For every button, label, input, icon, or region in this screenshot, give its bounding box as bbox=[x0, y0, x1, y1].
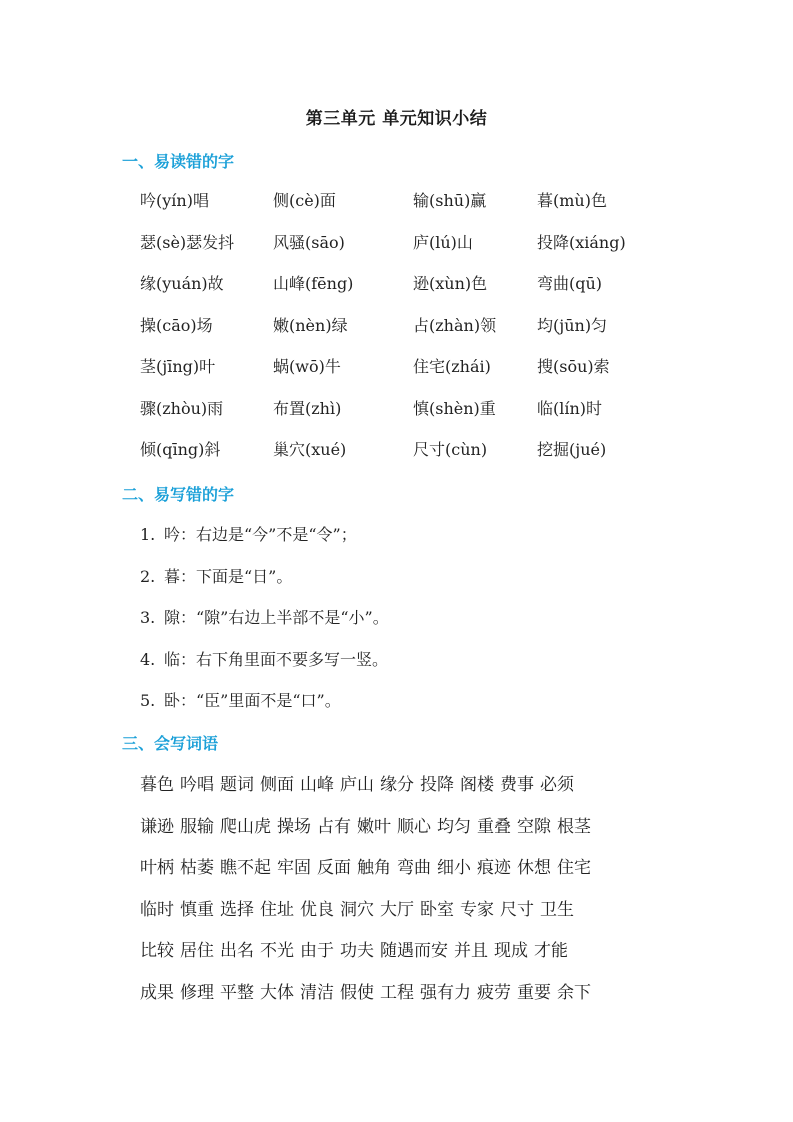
vocab-word: 必须 bbox=[540, 775, 574, 795]
grid-cell: 挖掘(jué) bbox=[537, 440, 607, 459]
section-heading-easy-miswrite: 二、易写错的字 bbox=[122, 485, 235, 504]
vocab-word: 余下 bbox=[557, 982, 591, 1003]
writing-note bbox=[140, 688, 389, 730]
vocab-word: 卫生 bbox=[540, 899, 574, 920]
vocab-word: 庐山 bbox=[340, 775, 374, 795]
note-number: 3. bbox=[140, 608, 156, 627]
vocab-word: 爬山虎 bbox=[220, 816, 271, 837]
vocab-word: 嫩叶 bbox=[357, 816, 391, 837]
vocab-line bbox=[140, 895, 680, 937]
vocab-word: 缘分 bbox=[380, 775, 414, 795]
grid-cell: 弯曲(qū) bbox=[537, 274, 603, 293]
vocab-word: 成果 bbox=[140, 982, 174, 1003]
vocab-word: 不光 bbox=[260, 941, 294, 961]
vocab-word: 操场 bbox=[277, 816, 311, 837]
vocab-word: 比较 bbox=[140, 941, 174, 961]
vocab-word: 叶柄 bbox=[140, 858, 174, 878]
vocab-word: 投降 bbox=[420, 775, 454, 795]
vocab-word: 细小 bbox=[437, 858, 471, 878]
vocab-line bbox=[140, 770, 680, 812]
vocab-word: 专家 bbox=[460, 899, 494, 920]
writing-notes bbox=[140, 522, 389, 730]
grid-cell: 侧(cè)面 bbox=[273, 191, 336, 210]
vocab-word: 工程 bbox=[380, 982, 414, 1003]
section-heading-easy-misread: 一、易读错的字 bbox=[122, 152, 235, 171]
grid-cell: 暮(mù)色 bbox=[537, 191, 607, 210]
vocabulary-list bbox=[140, 770, 680, 1019]
vocab-line bbox=[140, 812, 680, 854]
grid-cell: 巢穴(xué) bbox=[273, 440, 347, 459]
grid-cell: 蜗(wō)牛 bbox=[273, 357, 341, 376]
vocab-word: 侧面 bbox=[260, 775, 294, 795]
vocab-word: 卧室 bbox=[420, 899, 454, 920]
vocab-word: 重要 bbox=[517, 982, 551, 1003]
vocab-word: 根茎 bbox=[557, 816, 591, 837]
vocab-word: 才能 bbox=[534, 941, 568, 961]
vocab-word: 谦逊 bbox=[140, 816, 174, 837]
note-number: 1. bbox=[140, 525, 156, 544]
vocab-word: 疲劳 bbox=[477, 982, 511, 1003]
vocab-word: 由于 bbox=[300, 941, 334, 961]
note-text: 卧：“臣”里面不是“口”。 bbox=[164, 691, 341, 710]
writing-note bbox=[140, 564, 389, 606]
vocab-word: 费事 bbox=[500, 775, 534, 795]
vocab-line bbox=[140, 936, 680, 978]
vocab-word: 洞穴 bbox=[340, 899, 374, 920]
vocab-word: 反面 bbox=[317, 858, 351, 878]
writing-note bbox=[140, 522, 389, 564]
vocab-word: 功夫 bbox=[340, 941, 374, 961]
vocab-word: 均匀 bbox=[437, 816, 471, 837]
grid-cell: 嫩(nèn)绿 bbox=[273, 315, 348, 335]
grid-cell: 风骚(sāo) bbox=[273, 232, 345, 252]
note-number: 5. bbox=[140, 691, 156, 710]
vocab-word: 平整 bbox=[220, 982, 254, 1003]
grid-cell: 尺寸(cùn) bbox=[413, 440, 488, 459]
grid-cell: 布置(zhì) bbox=[273, 398, 342, 418]
note-number: 4. bbox=[140, 649, 156, 669]
vocab-word: 住址 bbox=[260, 899, 294, 920]
vocab-word: 修理 bbox=[180, 982, 214, 1003]
vocab-word: 清洁 bbox=[300, 982, 334, 1003]
grid-cell: 庐(lú)山 bbox=[413, 232, 473, 252]
grid-cell: 输(shū)赢 bbox=[413, 191, 487, 210]
vocab-word: 吟唱 bbox=[180, 775, 214, 795]
vocab-word: 临时 bbox=[140, 899, 174, 920]
vocab-word: 枯萎 bbox=[180, 858, 214, 878]
vocab-word: 空隙 bbox=[517, 816, 551, 837]
section-heading-vocabulary: 三、会写词语 bbox=[122, 734, 219, 753]
page-title: 第三单元 单元知识小结 bbox=[305, 109, 488, 129]
grid-cell: 逊(xùn)色 bbox=[413, 274, 488, 293]
vocab-word: 触角 bbox=[357, 858, 391, 878]
vocab-word: 痕迹 bbox=[477, 858, 511, 878]
writing-note bbox=[140, 647, 389, 689]
grid-cell: 骤(zhòu)雨 bbox=[140, 398, 224, 418]
grid-cell: 操(cāo)场 bbox=[140, 315, 213, 335]
vocab-word: 弯曲 bbox=[397, 858, 431, 878]
grid-cell: 慎(shèn)重 bbox=[413, 398, 496, 418]
vocab-word: 大体 bbox=[260, 982, 294, 1003]
vocab-word: 顺心 bbox=[397, 816, 431, 837]
writing-note bbox=[140, 605, 389, 647]
vocab-word: 假使 bbox=[340, 982, 374, 1003]
vocab-word: 优良 bbox=[300, 899, 334, 920]
grid-cell: 占(zhàn)领 bbox=[413, 315, 497, 335]
vocab-line bbox=[140, 978, 680, 1020]
vocab-word: 住宅 bbox=[557, 858, 591, 878]
grid-cell: 茎(jīng)叶 bbox=[140, 357, 216, 376]
vocab-word: 重叠 bbox=[477, 816, 511, 837]
grid-cell: 倾(qīng)斜 bbox=[140, 440, 221, 459]
grid-cell: 吟(yín)唱 bbox=[140, 191, 209, 210]
vocab-word: 山峰 bbox=[300, 775, 334, 795]
vocab-word: 阁楼 bbox=[460, 775, 494, 795]
grid-cell: 瑟(sè)瑟发抖 bbox=[140, 232, 235, 252]
grid-cell: 搜(sōu)索 bbox=[537, 357, 610, 376]
vocab-word: 选择 bbox=[220, 899, 254, 920]
vocab-word: 暮色 bbox=[140, 775, 174, 795]
vocab-word: 服输 bbox=[180, 816, 214, 837]
vocab-word: 题词 bbox=[220, 775, 254, 795]
note-text: 隙：“隙”右边上半部不是“小”。 bbox=[164, 608, 389, 627]
vocab-word: 慎重 bbox=[180, 899, 214, 920]
vocab-word: 大厅 bbox=[380, 899, 414, 920]
vocab-word: 居住 bbox=[180, 941, 214, 961]
grid-cell: 临(lín)时 bbox=[537, 398, 603, 418]
grid-cell: 山峰(fēng) bbox=[273, 274, 354, 293]
note-text: 暮：下面是“日”。 bbox=[164, 566, 293, 586]
vocab-word: 占有 bbox=[317, 816, 351, 837]
grid-cell: 均(jūn)匀 bbox=[537, 315, 608, 335]
vocab-word: 现成 bbox=[494, 941, 528, 961]
grid-cell: 缘(yuán)故 bbox=[140, 274, 224, 293]
note-text: 吟：右边是“今”不是“令”； bbox=[164, 525, 357, 544]
vocab-word: 牢固 bbox=[277, 858, 311, 878]
note-number: 2. bbox=[140, 566, 156, 586]
vocab-word: 休想 bbox=[517, 858, 551, 878]
vocab-word: 并且 bbox=[454, 941, 488, 961]
vocab-word: 强有力 bbox=[420, 982, 471, 1003]
vocab-word: 瞧不起 bbox=[220, 858, 271, 878]
grid-cell: 投降(xiáng) bbox=[537, 232, 626, 252]
note-text: 临：右下角里面不要多写一竖。 bbox=[164, 649, 389, 669]
vocab-word: 出名 bbox=[220, 941, 254, 961]
vocab-line bbox=[140, 853, 680, 895]
vocab-word: 随遇而安 bbox=[380, 941, 448, 961]
grid-cell: 住宅(zhái) bbox=[413, 357, 491, 376]
vocab-word: 尺寸 bbox=[500, 899, 534, 920]
